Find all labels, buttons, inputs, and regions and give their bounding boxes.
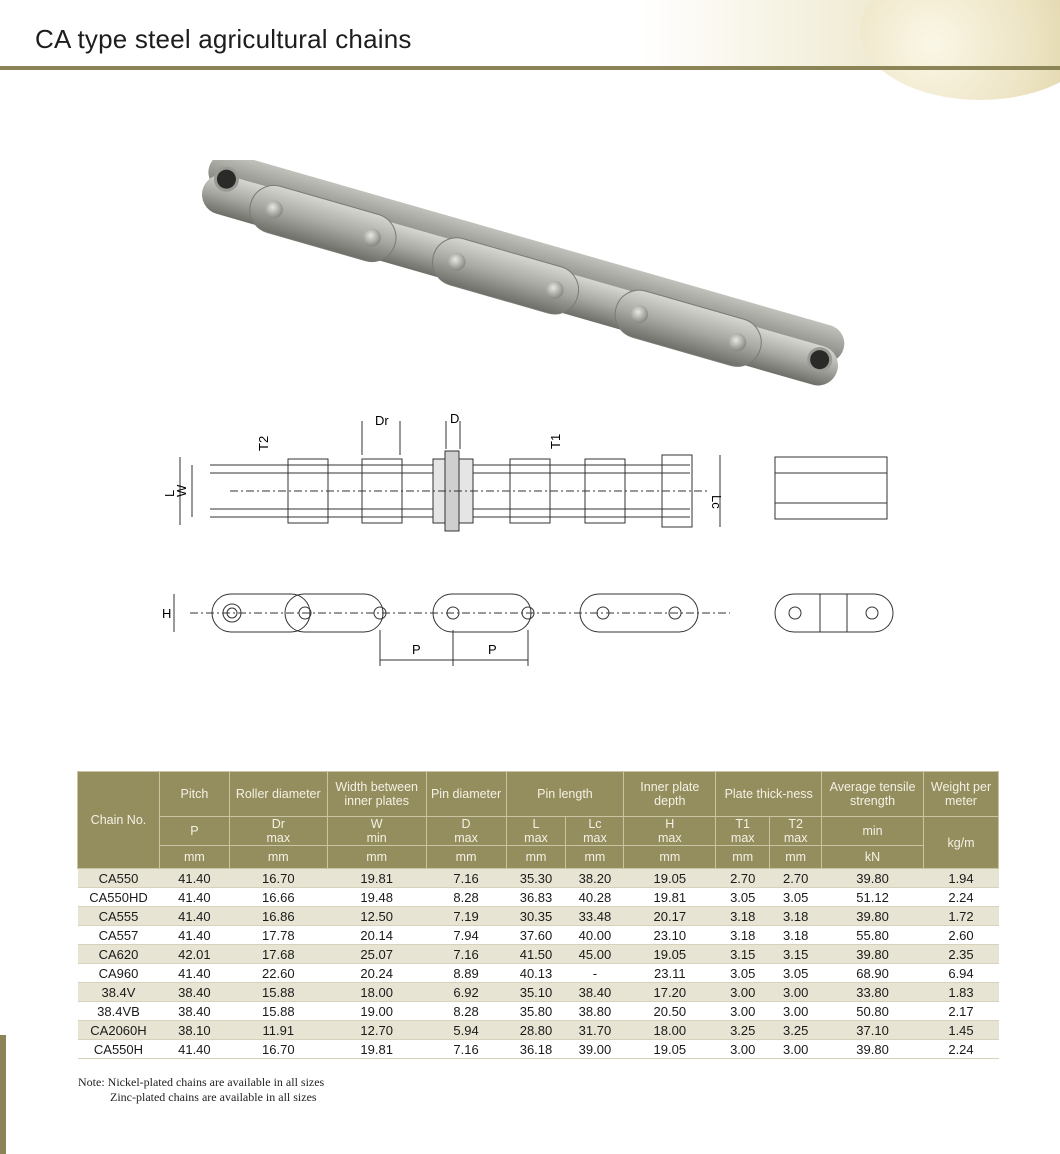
label-d: D: [450, 411, 460, 426]
cell-width-between: 19.00: [327, 1002, 426, 1021]
col-pin-length: Pin length: [506, 772, 624, 817]
sym-t2: T2 max: [770, 817, 822, 846]
cell-tensile: 39.80: [822, 945, 924, 964]
col-roller-diameter: Roller diameter: [229, 772, 327, 817]
cell-width-between: 25.07: [327, 945, 426, 964]
label-p-1: P: [412, 642, 421, 657]
spec-table-head: [78, 772, 999, 869]
cell-inner-plate-depth: 20.50: [624, 1002, 716, 1021]
label-t2: T2: [256, 435, 271, 451]
cell-pin-diameter: 8.89: [426, 964, 506, 983]
table-row: [78, 983, 999, 1002]
sym-w: W min: [327, 817, 426, 846]
cell-roller-diameter: 16.66: [229, 888, 327, 907]
cell-pin-length-lc: 39.00: [566, 1040, 624, 1059]
table-row: [78, 1002, 999, 1021]
header-rule: [0, 66, 1060, 70]
cell-width-between: 19.81: [327, 1040, 426, 1059]
col-pin-diameter: Pin diameter: [426, 772, 506, 817]
cell-weight: 2.24: [924, 888, 999, 907]
label-l: L: [162, 489, 177, 497]
cell-plate-t2: 2.70: [770, 869, 822, 888]
table-row: [78, 964, 999, 983]
chain-links: [244, 180, 767, 372]
cell-weight: 1.72: [924, 907, 999, 926]
label-p-2: P: [488, 642, 497, 657]
cell-width-between: 12.70: [327, 1021, 426, 1040]
cell-weight: 2.35: [924, 945, 999, 964]
cell-weight: 1.94: [924, 869, 999, 888]
cell-tensile: 68.90: [822, 964, 924, 983]
col-pitch: Pitch: [159, 772, 229, 817]
note-line-1: Note: Nickel-plated chains are available in all sizes: [78, 1075, 325, 1089]
cell-pin-diameter: 7.94: [426, 926, 506, 945]
cell-inner-plate-depth: 17.20: [624, 983, 716, 1002]
unit-w: mm: [327, 846, 426, 869]
cell-pitch: 38.40: [159, 983, 229, 1002]
unit-dr: mm: [229, 846, 327, 869]
cell-plate-t2: 3.05: [770, 888, 822, 907]
cell-roller-diameter: 16.70: [229, 1040, 327, 1059]
unit-d: mm: [426, 846, 506, 869]
page-title: CA type steel agricultural chains: [35, 24, 412, 54]
table-row: [78, 1040, 999, 1059]
cell-tensile: 39.80: [822, 907, 924, 926]
col-weight: Weight per meter: [924, 772, 999, 817]
spec-table-body: [78, 869, 999, 1059]
cell-pin-length-l: 35.10: [506, 983, 566, 1002]
cell-width-between: 20.24: [327, 964, 426, 983]
cell-tensile: 55.80: [822, 926, 924, 945]
cell-roller-diameter: 17.68: [229, 945, 327, 964]
cell-inner-plate-depth: 18.00: [624, 1021, 716, 1040]
cell-pin-diameter: 5.94: [426, 1021, 506, 1040]
cell-roller-diameter: 17.78: [229, 926, 327, 945]
cell-pin-length-lc: -: [566, 964, 624, 983]
cell-inner-plate-depth: 20.17: [624, 907, 716, 926]
sym-lc: Lc max: [566, 817, 624, 846]
unit-weight: kg/m: [924, 817, 999, 869]
left-edge-rule: [0, 1035, 6, 1154]
cell-chain-no: CA555: [78, 907, 160, 926]
sym-l: L max: [506, 817, 566, 846]
cell-chain-no: 38.4V: [78, 983, 160, 1002]
cell-pin-length-lc: 40.00: [566, 926, 624, 945]
cell-pitch: 41.40: [159, 907, 229, 926]
page-header: [0, 0, 1060, 70]
cell-chain-no: CA550H: [78, 1040, 160, 1059]
cell-roller-diameter: 15.88: [229, 1002, 327, 1021]
cell-plate-t2: 3.15: [770, 945, 822, 964]
cell-pitch: 38.10: [159, 1021, 229, 1040]
sym-p: P: [159, 817, 229, 846]
label-lc: Lc: [709, 495, 724, 509]
cell-width-between: 20.14: [327, 926, 426, 945]
cell-chain-no: CA550HD: [78, 888, 160, 907]
cell-pitch: 41.40: [159, 869, 229, 888]
table-row: [78, 945, 999, 964]
cell-plate-t1: 2.70: [716, 869, 770, 888]
cell-tensile: 39.80: [822, 1040, 924, 1059]
cell-plate-t2: 3.25: [770, 1021, 822, 1040]
cell-plate-t1: 3.18: [716, 907, 770, 926]
cell-pin-diameter: 7.19: [426, 907, 506, 926]
cell-pin-diameter: 8.28: [426, 1002, 506, 1021]
table-row: [78, 1021, 999, 1040]
unit-p: mm: [159, 846, 229, 869]
unit-l: mm: [506, 846, 566, 869]
cell-pitch: 41.40: [159, 964, 229, 983]
cell-weight: 2.17: [924, 1002, 999, 1021]
cell-tensile: 51.12: [822, 888, 924, 907]
table-row: [78, 926, 999, 945]
chain-section-drawing: [150, 405, 910, 545]
cell-plate-t2: 3.00: [770, 1040, 822, 1059]
cell-roller-diameter: 22.60: [229, 964, 327, 983]
cell-plate-t2: 3.05: [770, 964, 822, 983]
cell-chain-no: CA2060H: [78, 1021, 160, 1040]
cell-plate-t1: 3.05: [716, 888, 770, 907]
col-inner-plate-depth: Inner plate depth: [624, 772, 716, 817]
cell-pin-length-l: 36.18: [506, 1040, 566, 1059]
cell-pin-length-lc: 45.00: [566, 945, 624, 964]
cell-pin-diameter: 8.28: [426, 888, 506, 907]
cell-inner-plate-depth: 19.05: [624, 1040, 716, 1059]
unit-t2: mm: [770, 846, 822, 869]
cell-chain-no: CA620: [78, 945, 160, 964]
cell-plate-t1: 3.15: [716, 945, 770, 964]
cell-plate-t2: 3.18: [770, 907, 822, 926]
unit-h: mm: [624, 846, 716, 869]
unit-ts: kN: [822, 846, 924, 869]
chain-photo: [180, 160, 860, 400]
cell-tensile: 33.80: [822, 983, 924, 1002]
cell-roller-diameter: 16.86: [229, 907, 327, 926]
label-t1: T1: [548, 433, 563, 449]
cell-inner-plate-depth: 23.11: [624, 964, 716, 983]
cell-plate-t1: 3.00: [716, 1040, 770, 1059]
cell-weight: 2.60: [924, 926, 999, 945]
cell-pin-length-l: 37.60: [506, 926, 566, 945]
cell-inner-plate-depth: 19.05: [624, 869, 716, 888]
label-w: W: [174, 484, 189, 497]
cell-inner-plate-depth: 19.81: [624, 888, 716, 907]
sym-h: H max: [624, 817, 716, 846]
cell-chain-no: 38.4VB: [78, 1002, 160, 1021]
table-row: [78, 888, 999, 907]
cell-pin-length-l: 28.80: [506, 1021, 566, 1040]
cell-pin-length-l: 41.50: [506, 945, 566, 964]
label-dr: Dr: [375, 413, 389, 428]
note-line-2: Zinc-plated chains are available in all sizes: [110, 1090, 317, 1104]
chain-plan-drawing: [150, 570, 910, 680]
cell-tensile: 37.10: [822, 1021, 924, 1040]
cell-pin-length-l: 36.83: [506, 888, 566, 907]
cell-pin-length-l: 35.80: [506, 1002, 566, 1021]
sym-d: D max: [426, 817, 506, 846]
cell-pin-length-lc: 33.48: [566, 907, 624, 926]
cell-pin-diameter: 6.92: [426, 983, 506, 1002]
cell-pin-diameter: 7.16: [426, 1040, 506, 1059]
sym-dr: Dr max: [229, 817, 327, 846]
cell-width-between: 19.48: [327, 888, 426, 907]
cell-pin-diameter: 7.16: [426, 945, 506, 964]
col-width-between: Width between inner plates: [327, 772, 426, 817]
cell-pin-length-l: 40.13: [506, 964, 566, 983]
cell-pitch: 38.40: [159, 1002, 229, 1021]
cell-width-between: 18.00: [327, 983, 426, 1002]
cell-roller-diameter: 11.91: [229, 1021, 327, 1040]
label-h: H: [162, 606, 172, 621]
cell-plate-t1: 3.05: [716, 964, 770, 983]
header-arc-decoration: [860, 0, 1060, 100]
cell-chain-no: CA550: [78, 869, 160, 888]
cell-plate-t1: 3.18: [716, 926, 770, 945]
cell-width-between: 19.81: [327, 869, 426, 888]
cell-pin-length-lc: 40.28: [566, 888, 624, 907]
spec-table: [77, 771, 999, 1059]
cell-plate-t1: 3.25: [716, 1021, 770, 1040]
cell-pin-length-lc: 31.70: [566, 1021, 624, 1040]
cell-plate-t2: 3.00: [770, 983, 822, 1002]
unit-t1: mm: [716, 846, 770, 869]
col-chain-no: Chain No.: [78, 772, 160, 869]
cell-pitch: 42.01: [159, 945, 229, 964]
cell-plate-t1: 3.00: [716, 983, 770, 1002]
note: [78, 1075, 324, 1105]
cell-inner-plate-depth: 19.05: [624, 945, 716, 964]
cell-plate-t2: 3.00: [770, 1002, 822, 1021]
cell-width-between: 12.50: [327, 907, 426, 926]
cell-inner-plate-depth: 23.10: [624, 926, 716, 945]
cell-roller-diameter: 16.70: [229, 869, 327, 888]
cell-chain-no: CA557: [78, 926, 160, 945]
cell-pin-length-l: 35.30: [506, 869, 566, 888]
col-tensile: Average tensile strength: [822, 772, 924, 817]
sym-t1: T1 max: [716, 817, 770, 846]
cell-weight: 1.83: [924, 983, 999, 1002]
cell-tensile: 39.80: [822, 869, 924, 888]
cell-weight: 1.45: [924, 1021, 999, 1040]
cell-pitch: 41.40: [159, 1040, 229, 1059]
cell-weight: 6.94: [924, 964, 999, 983]
cell-plate-t1: 3.00: [716, 1002, 770, 1021]
cell-pin-length-l: 30.35: [506, 907, 566, 926]
cell-weight: 2.24: [924, 1040, 999, 1059]
cell-roller-diameter: 15.88: [229, 983, 327, 1002]
cell-pin-length-lc: 38.40: [566, 983, 624, 1002]
cell-pitch: 41.40: [159, 888, 229, 907]
cell-pin-diameter: 7.16: [426, 869, 506, 888]
cell-plate-t2: 3.18: [770, 926, 822, 945]
cell-chain-no: CA960: [78, 964, 160, 983]
table-row: [78, 869, 999, 888]
col-plate-thickness: Plate thick-ness: [716, 772, 822, 817]
sym-ts: min: [822, 817, 924, 846]
cell-pin-length-lc: 38.80: [566, 1002, 624, 1021]
table-row: [78, 907, 999, 926]
cell-tensile: 50.80: [822, 1002, 924, 1021]
cell-pin-length-lc: 38.20: [566, 869, 624, 888]
cell-pitch: 41.40: [159, 926, 229, 945]
unit-lc: mm: [566, 846, 624, 869]
